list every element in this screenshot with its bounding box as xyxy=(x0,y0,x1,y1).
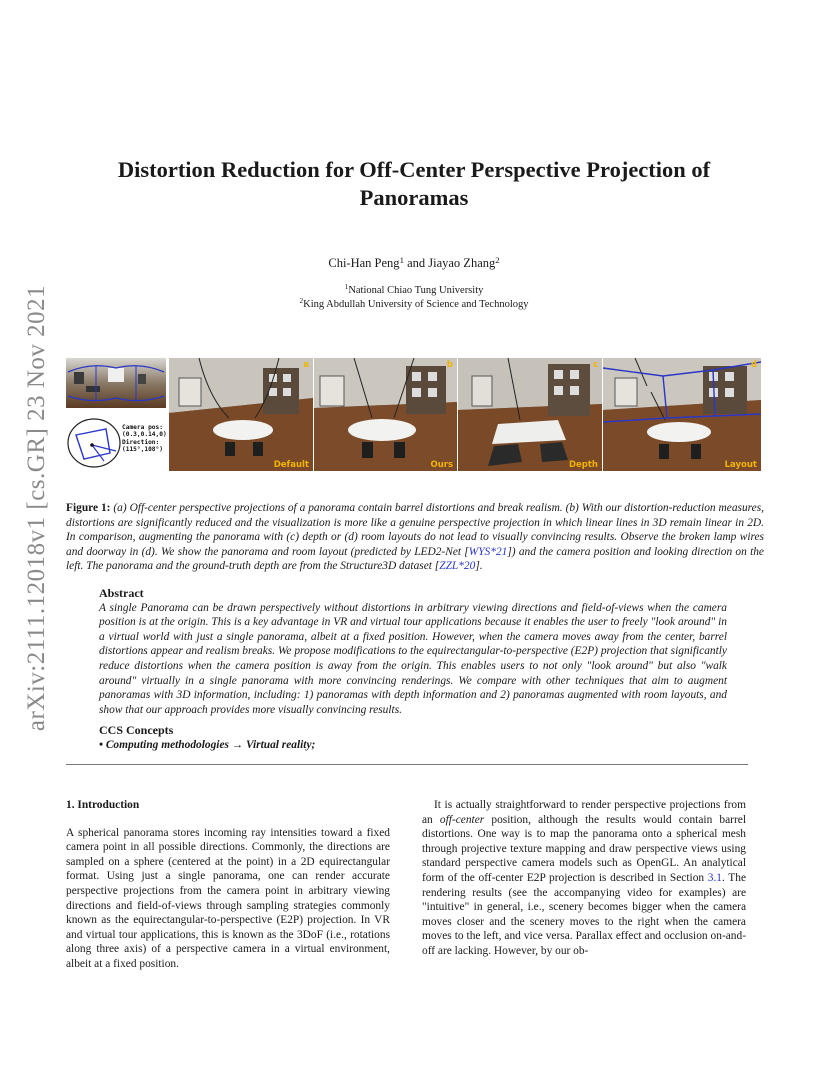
intro-heading: 1. Introduction xyxy=(66,799,140,811)
ccs-item: • Computing methodologies → Virtual reality; xyxy=(99,738,316,751)
paper-title xyxy=(80,156,748,212)
figure-caption xyxy=(66,501,764,574)
section-divider xyxy=(66,764,748,765)
intro-right-mid: position, although the results would contain barrel distortions. One way is to map the panorama onto a spherical mesh through projective texture mapping and draw perspective views using standard perspective camera models such as OpenGL. An analytical form of the off-center E2P projection is described in Section xyxy=(422,813,746,884)
caption-label: Figure 1: xyxy=(66,502,111,514)
panel-depth xyxy=(458,358,602,471)
panel-ours xyxy=(314,358,457,471)
author-2-sup: 2 xyxy=(495,255,500,265)
panorama-thumbnail xyxy=(66,358,166,408)
panel-name-ours: Ours xyxy=(430,460,453,470)
author-2: Jiayao Zhang xyxy=(428,256,496,270)
camera-pos-value: (0.3,0.14,0) xyxy=(122,431,167,439)
render-layout xyxy=(603,358,761,471)
author-1-sup: 1 xyxy=(399,255,404,265)
intro-right-paragraph xyxy=(422,798,746,959)
abstract-heading: Abstract xyxy=(99,586,144,600)
camera-diagram xyxy=(66,415,122,471)
title-line-1: Distortion Reduction for Off-Center Perspective Projection of xyxy=(117,157,711,182)
author-and: and xyxy=(403,256,429,270)
panel-name-depth: Depth xyxy=(568,460,598,470)
direction-value: (115°,108°) xyxy=(122,446,163,454)
affiliation-2-name: King Abdullah University of Science and Technology xyxy=(303,299,529,310)
title-line-2: Panoramas xyxy=(359,185,469,210)
figure-info-panel xyxy=(66,358,168,471)
panel-letter-b: b xyxy=(446,360,453,370)
affiliation-1-name: National Chiao Tung University xyxy=(348,285,484,296)
abstract-text: A single Panorama can be drawn perspectively without distortions in arbitrary viewing directions and field-of-views when the camera position is at the origin. This is a key advantage in VR and virtual tour applications because it enables the user to freely "look around" in a virtual world with just a single panorama, albeit at a fixed position. However, when the camera moves away from the center, barrel distortions appear and realism breaks. We propose modifications to the equirectangular-to-perspective (E2P) projection that significantly reduce distortions when the camera position is away from the origin. This enables users to not only "look around" but also "walk around" virtually in a single panorama with more convincing renderings. We compare with other techniques that aim to augment panoramas with 3D information, including: 1) panoramas with depth information and 2) panoramas augmented with room layouts, and show that our approach provides more visually convincing results. xyxy=(99,601,727,716)
panel-letter-d: d xyxy=(750,360,757,370)
affiliation-2-sup: 2 xyxy=(299,296,304,305)
affiliation-1 xyxy=(80,282,748,296)
author-1: Chi-Han Peng xyxy=(328,256,400,270)
direction-label: Direction: xyxy=(122,438,160,446)
panel-letter-c: c xyxy=(592,360,598,370)
intro-left-text: A spherical panorama stores incoming ray intensities toward a fixed camera point in all possible directions. Commonly, the directions are sampled on a sphere (centered at the point) in a 2D equirectangular format. Using just a single panorama, one can render accurate perspective projections from the camera point in arbitrary viewing directions and field-of-views through sampling strategies commonly known as the equirectangular-to-perspective (E2P) projection. In VR and virtual tour applications, this is known as the 3DoF (i.e., rotations along three axis) of a perspective camera in a virtual environment, albeit at a fixed position. xyxy=(66,826,390,970)
panel-default xyxy=(169,358,313,471)
render-default xyxy=(169,358,313,471)
ccs-heading: CCS Concepts xyxy=(99,723,174,738)
citation-zzl20[interactable]: ZZL*20 xyxy=(439,560,476,573)
render-ours xyxy=(314,358,457,471)
intro-right-pre: It is actually straightforward to render perspective projections from an xyxy=(422,799,746,826)
intro-left-column xyxy=(66,798,390,972)
intro-right-em: off-center xyxy=(439,813,485,826)
citation-wys21[interactable]: WYS*21 xyxy=(468,545,508,558)
caption-text-1: (a) Off-center perspective projections of a panorama contain barrel distortions and break realism. (b) With our distortion-reduction measures, distortions are significantly reduced and the visualization is more like a genuine perspective projection in which linear lines in 3D remain linear in 2D. In comparison, augmenting the panorama with (c) depth or (d) room layouts do not lead to visually convincing results. Observe the broken lamp wires and doorway in (d). We show the panorama and room layout (predicted by LED2-Net [ xyxy=(66,502,764,558)
caption-text-3: ]. xyxy=(475,560,483,573)
figure-1 xyxy=(66,358,761,471)
intro-right-post: . The rendering results (see the accompanying video for examples) are "intuitive" in general, i.e., scenery becomes bigger when the camera moves closer and the scenery moves to the right when the camera moves to the left, and vice versa. Parallax effect and occlusion on-and-off are lacking. However, by our ob- xyxy=(422,871,746,957)
affiliation-2 xyxy=(80,296,748,310)
arxiv-id: arXiv:2111.12018v1 [cs.GR] 23 Nov 2021 xyxy=(23,284,50,732)
author-list xyxy=(80,256,748,271)
camera-position-dot xyxy=(90,443,94,447)
panorama-image xyxy=(66,358,166,408)
panel-letter-a: a xyxy=(303,360,309,370)
abstract-section xyxy=(99,586,727,753)
panel-layout xyxy=(603,358,761,471)
render-depth xyxy=(458,358,602,471)
camera-info xyxy=(122,424,168,454)
section-ref-link[interactable]: 3.1 xyxy=(707,871,722,884)
intro-right-column xyxy=(422,798,746,959)
arxiv-sidebar xyxy=(22,258,52,758)
caption-text-2: ]) and the camera position and looking direction on the left. The panorama and the ground-truth depth are from the Structure3D dataset [ xyxy=(66,545,764,573)
panel-name-layout: Layout xyxy=(724,460,757,470)
camera-pos-label: Camera pos: xyxy=(122,424,163,431)
affiliation-1-sup: 1 xyxy=(344,282,349,291)
panel-name-default: Default xyxy=(273,460,309,470)
